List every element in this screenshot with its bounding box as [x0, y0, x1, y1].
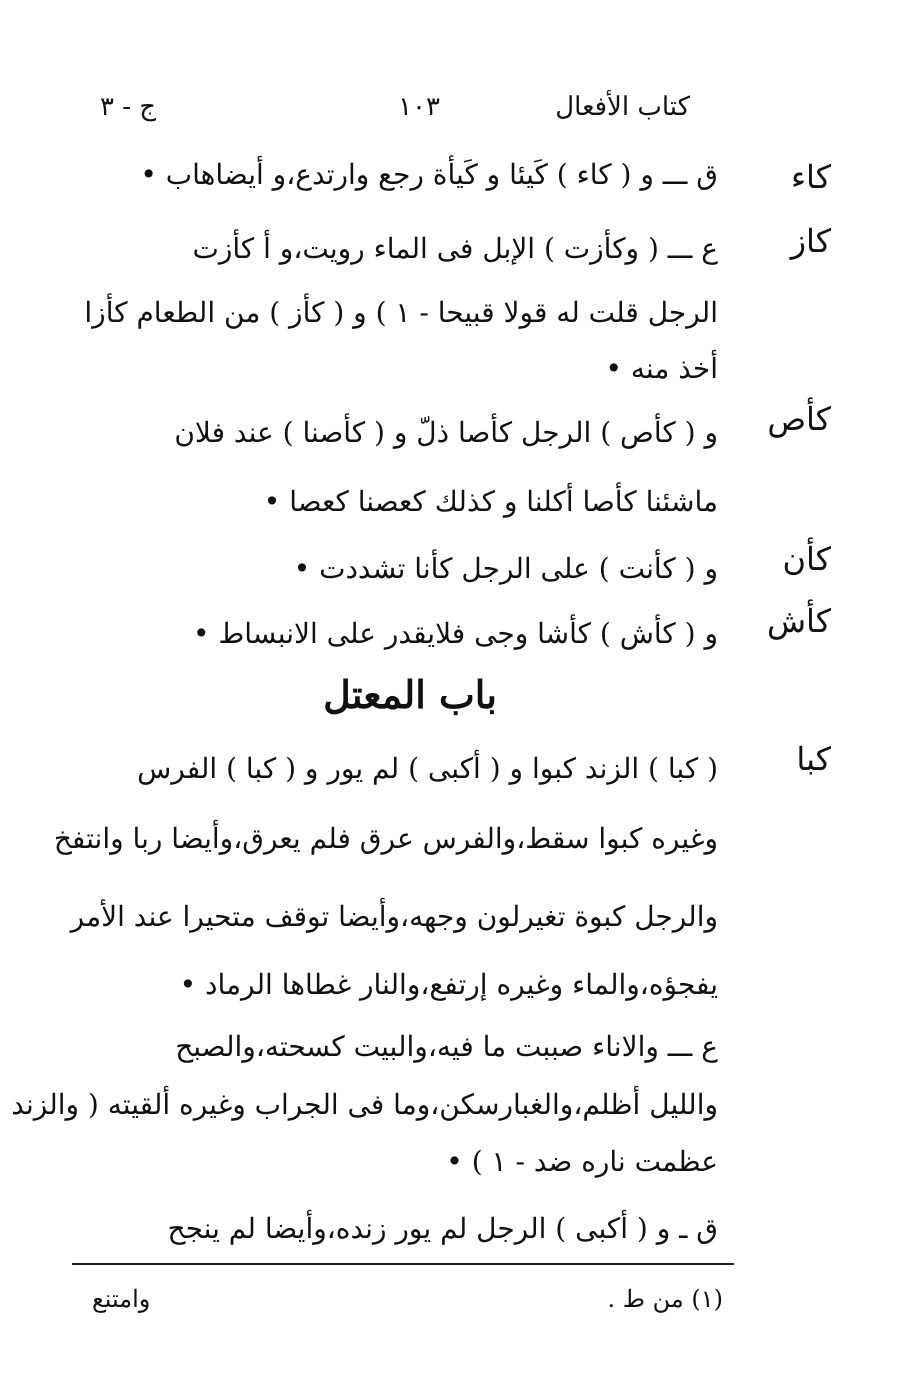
entry-line: ع ـــ والاناء صببت ما فيه،والبيت كسحته،والصبح	[175, 1030, 718, 1063]
entry-line: ماشئنا كأصا أكلنا و كذلك كعصنا كعصا •	[263, 485, 718, 518]
entry-word-kaba: كبا	[796, 740, 831, 778]
entry-word-kaas: كأص	[767, 400, 831, 438]
entry-line: يفجؤه،والماء وغيره إرتفع،والنار غطاها الرماد •	[179, 968, 718, 1001]
entry-line: و ( كأش ) كأشا وجى فلايقدر على الانبساط •	[192, 617, 718, 650]
section-heading: باب المعتل	[323, 672, 497, 717]
entry-line: ع ـــ ( وكأزت ) الإبل فى الماء رويت،و أ كأزت	[192, 232, 718, 265]
entry-word-kaash: كأش	[766, 602, 831, 640]
entry-line: و ( كأنت ) على الرجل كأنا تشددت •	[293, 552, 718, 585]
footnote-text: (١) من ط .	[607, 1285, 723, 1313]
entry-word-kaa: كاء	[790, 158, 831, 196]
footnote-divider	[72, 1263, 734, 1265]
entry-line: الرجل قلت له قولا قبيحا - ١ ) و ( كأز ) من الطعام كأزا	[84, 296, 718, 329]
entry-line: ( كبا ) الزند كبوا و ( أكبى ) لم يور و ( كبا ) الفرس	[137, 752, 718, 785]
entry-line: و ( كأص ) الرجل كأصا ذلّ و ( كأصنا ) عند فلان	[174, 416, 718, 449]
entry-line: عظمت ناره ضد - ١ ) •	[446, 1145, 718, 1178]
entry-line: ق ـ و ( أكبى ) الرجل لم يور زنده،وأيضا لم ينجح	[167, 1212, 718, 1245]
book-title: كتاب الأفعال	[555, 92, 690, 122]
entry-word-kaan: كأن	[782, 540, 831, 578]
entry-line: والرجل كبوة تغيرلون وجهه،وأيضا توقف متحيرا عند الأمر	[70, 900, 718, 933]
entry-line: وغيره كبوا سقط،والفرس عرق فلم يعرق،وأيضا ربا وانتفخ	[53, 822, 718, 855]
entry-line: أخذ منه •	[605, 352, 718, 385]
page-number: ١٠٣	[398, 92, 440, 122]
entry-line: ق ـــ و ( كاء ) كَيئا و كَيأة رجع وارتدع،و أيضاهاب •	[140, 158, 718, 191]
page-header	[100, 92, 690, 132]
catchword: وامتنع	[92, 1285, 151, 1313]
entry-line: والليل أظلم،والغبارسكن،وما فى الجراب وغيره ألقيته ( والزند	[11, 1088, 718, 1121]
entry-word-kaz: كاز	[790, 222, 831, 260]
part-number: ج - ٣	[100, 92, 157, 122]
